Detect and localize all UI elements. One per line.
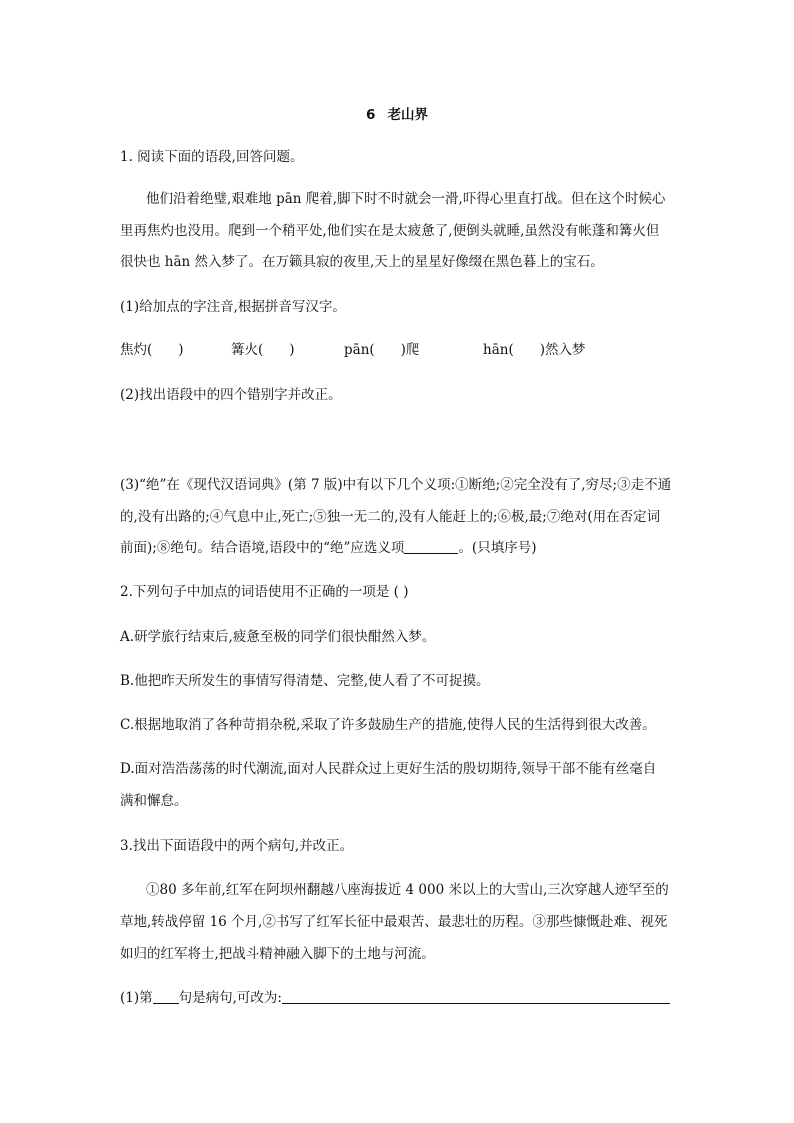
correction-blank[interactable]: [282, 989, 670, 1004]
q3-passage-line-3: 如归的红军将士,把战斗精神融入脚下的土地与河流。: [120, 946, 435, 962]
pinyin-item-2: 篝火( ): [231, 342, 295, 358]
q1-passage-line-3: 很快也 hān 然入梦了。在万籁具寂的夜里,天上的星星好像缀在黑色暮上的宝石。: [120, 254, 604, 270]
q3-passage-line-1: ①80 多年前,红军在阿坝州翻越八座海拔近 4 000 米以上的大雪山,三次穿越人迹罕至的: [146, 882, 669, 898]
q1-sub3-line-2: 的,没有出路的;④气息中止,死亡;⑤独一无二的,没有人能赶上的;⑥极,最;⑦绝对(用在否定词: [120, 509, 661, 525]
page-title: [0, 103, 794, 123]
lesson-number: 6: [366, 107, 376, 123]
pinyin-item-4: hān( )然入梦: [483, 342, 586, 358]
pinyin-item-1: 焦灼( ): [120, 342, 184, 358]
q2-option-a: A.研学旅行结束后,疲惫至极的同学们很快酣然入梦。: [120, 629, 436, 645]
sentence-number-blank[interactable]: [153, 989, 179, 1004]
q1-sub3-line-1: (3)“绝”在《现代汉语词典》(第 7 版)中有以下几个义项:①断绝;②完全没有了,穷尽;③走不通: [120, 477, 672, 493]
q1-passage-line-2: 里再焦灼也没用。爬到一个稍平处,他们实在是太疲惫了,便倒头就睡,虽然没有帐蓬和篝火但: [120, 223, 660, 239]
lesson-title: 老山界: [387, 107, 428, 123]
q1-sub3-line-3: 前面);⑧绝句。结合语境,语段中的“绝”应选义项 。(只填序号): [120, 540, 537, 556]
q1-sub1: (1)给加点的字注音,根据拼音写汉字。: [120, 299, 346, 315]
answer-blank[interactable]: [404, 539, 458, 554]
q1-sub2: (2)找出语段中的四个错别字并改正。: [120, 387, 342, 403]
q1-passage-line-1: 他们沿着绝璧,艰难地 pān 爬着,脚下时不时就会一滑,吓得心里直打战。但在这个时候心: [146, 191, 666, 207]
q1-heading: 1. 阅读下面的语段,回答问题。: [120, 149, 304, 165]
q2-option-d-line-2: 满和懈怠。: [120, 793, 188, 809]
q2-option-c: C.根据地取消了各种苛捐杂税,采取了许多鼓励生产的措施,使得人民的生活得到很大改善。: [120, 717, 656, 733]
q3-passage-line-2: 草地,转战停留 16 个月,②书写了红军长征中最艰苦、最悲壮的历程。③那些慷慨赴难、视死: [120, 914, 668, 930]
q2-option-b: B.他把昨天所发生的事情写得清楚、完整,使人看了不可捉摸。: [120, 673, 490, 689]
q2-option-d-line-1: D.面对浩浩荡荡的时代潮流,面对人民群众过上更好生活的殷切期待,领导干部不能有丝毫自: [120, 761, 657, 777]
q3-heading: 3.找出下面语段中的两个病句,并改正。: [120, 838, 354, 854]
q3-answer-line: (1)第 句是病句,可改为:: [120, 989, 670, 1007]
q2-heading: 2.下列句子中加点的词语使用不正确的一项是 ( ): [120, 584, 409, 600]
pinyin-item-3: pān( )爬: [344, 342, 420, 358]
